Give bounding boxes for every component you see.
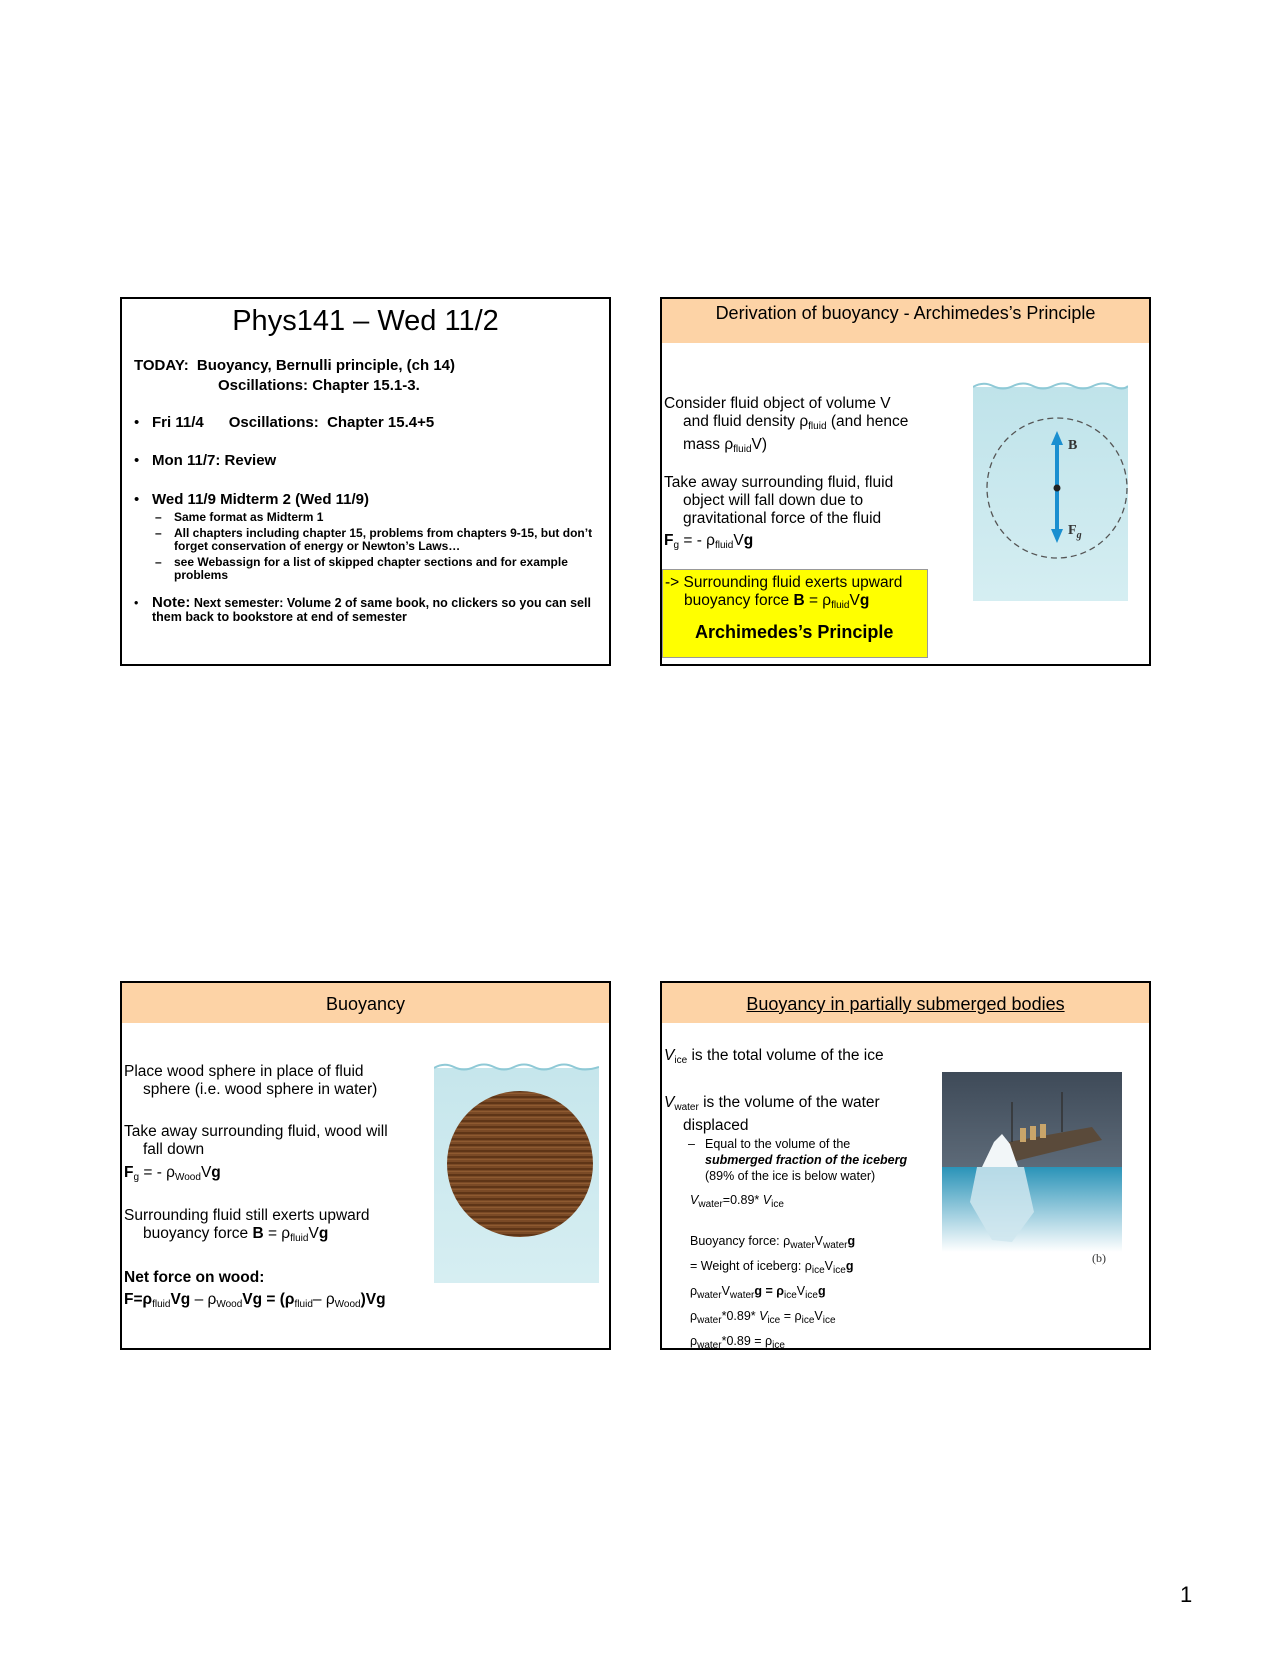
label-fg: $F_g$	[1068, 523, 1082, 541]
text: and fluid density ρ	[683, 413, 809, 430]
bullet-item: • Fri 11/4 Oscillations: Chapter 15.4+5	[122, 414, 601, 431]
subscript: fluid	[294, 1299, 313, 1310]
text: = ρ	[804, 592, 832, 609]
iceberg-ship-figure	[942, 1072, 1122, 1308]
figure-label-b: (b)	[1092, 1251, 1106, 1265]
ship-funnel	[1020, 1128, 1026, 1142]
text: (89% of the ice is below water)	[705, 1169, 876, 1183]
text: – ρ	[312, 1291, 335, 1308]
ship-funnel	[1030, 1126, 1036, 1140]
sub-bullet-item: – see Webassign for a list of skipped chapter sections and for example problems	[122, 556, 601, 582]
bullet-item: • Wed 11/9 Midterm 2 (Wed 11/9)	[122, 491, 601, 508]
gravity-formula	[124, 1164, 221, 1187]
subscript: Wood	[174, 1172, 201, 1183]
sub-bullet: – Equal to the volume of the submerged fraction of the iceberg (89% of the ice is below water)	[688, 1137, 908, 1183]
today-line: Buoyancy, Bernulli principle, (ch 14)	[196, 357, 456, 374]
fluid-sphere-figure	[973, 379, 1128, 601]
net-force-label: Net force on wood:	[124, 1269, 265, 1286]
text: g	[859, 592, 870, 609]
today-line: Oscillations: Chapter 15.1-3.	[218, 377, 420, 394]
text: B	[793, 592, 805, 609]
paragraph	[664, 395, 908, 459]
note-text: Next semester: Volume 2 of same book, no clickers so you can sell them back to bookstore at end of semester	[152, 596, 591, 624]
text: V	[664, 1094, 675, 1111]
equation: = Weight of iceberg: $\rho_{ice}V_{ice}g$	[690, 1259, 854, 1276]
slide-title: Buoyancy	[325, 994, 406, 1014]
ship-funnel	[1040, 1124, 1046, 1138]
paragraph	[664, 1094, 880, 1135]
text: gravitational force of the fluid	[683, 510, 882, 527]
equation: $V_{water}=0.89*$ $V_{ice}$	[690, 1193, 784, 1210]
label-b: B	[1068, 438, 1078, 453]
slide-1	[120, 297, 611, 666]
subscript: Wood	[216, 1299, 243, 1310]
subscript: water	[674, 1102, 699, 1113]
subscript: g	[673, 540, 680, 551]
text: object will fall down due to	[683, 492, 864, 509]
text: Take away surrounding fluid, wood will	[124, 1123, 388, 1140]
bullet-item-note	[122, 596, 601, 624]
subscript: fluid	[733, 444, 752, 455]
paragraph	[124, 1207, 370, 1248]
text: Take away surrounding fluid, fluid	[664, 474, 894, 491]
slide-title: Phys141 – Wed 11/2	[232, 305, 499, 337]
text: buoyancy force	[143, 1225, 253, 1242]
text: V	[308, 1225, 319, 1242]
principle-label: Archimedes’s Principle	[695, 622, 894, 642]
text: – ρ	[190, 1291, 217, 1308]
slide-3	[120, 981, 611, 1350]
slide-2	[660, 297, 1151, 666]
text: Place wood sphere in place of fluid	[124, 1063, 364, 1080]
text: sphere (i.e. wood sphere in water)	[143, 1081, 378, 1098]
net-force-formula	[124, 1291, 386, 1314]
note-label: Note:	[152, 594, 191, 611]
text: = (ρ	[262, 1291, 295, 1308]
text: V	[733, 532, 744, 549]
equation-list	[690, 1191, 855, 1350]
text: V)	[751, 436, 768, 453]
slide-header	[662, 299, 1149, 343]
text: )Vg	[360, 1291, 386, 1308]
wood-sphere-figure	[434, 1060, 599, 1283]
text: = ρ	[263, 1225, 291, 1242]
subscript: fluid	[290, 1233, 309, 1244]
text: Vg	[242, 1291, 263, 1308]
slide-title: Derivation of buoyancy - Archimedes’s Principle	[715, 303, 1096, 323]
bullet-item: • Mon 11/7: Review	[122, 452, 601, 469]
text: -> Surrounding fluid exerts upward	[665, 574, 903, 591]
sub-bullet-item: – All chapters including chapter 15, problems from chapters 9-15, but don’t forget conservation of energy or Newton’s Laws…	[122, 527, 601, 553]
subscript: fluid	[152, 1299, 171, 1310]
text: Vg	[170, 1291, 191, 1308]
subscript: fluid	[808, 421, 827, 432]
text: (and hence	[826, 413, 909, 430]
text: is the total volume of the ice	[687, 1047, 884, 1064]
subscript: fluid	[831, 600, 850, 611]
equation: $\rho_{water}*0.89*$ $V_{ice} = \rho_{ice}V_{ice}$	[690, 1309, 836, 1326]
page-number: 1	[1180, 1582, 1193, 1607]
text: F	[124, 1164, 134, 1181]
text: Consider fluid object of volume V	[664, 395, 891, 412]
text: mass ρ	[683, 436, 734, 453]
text: = - ρ	[679, 532, 715, 549]
text: F=ρ	[124, 1291, 153, 1308]
water-region	[973, 387, 1128, 601]
gravity-formula	[664, 532, 753, 555]
text: is the volume of the water	[698, 1094, 880, 1111]
wood-sphere	[447, 1091, 593, 1237]
text: g	[743, 532, 754, 549]
paragraph	[664, 1047, 884, 1070]
center-point	[1054, 485, 1061, 492]
equation: $\rho_{water}V_{water}g = \rho_{ice}V_{ice}g$	[690, 1284, 826, 1301]
text: submerged fraction of the iceberg	[705, 1153, 908, 1167]
subscript: ice	[674, 1055, 688, 1066]
equation: $\rho_{water}*0.89 = \rho_{ice}$	[690, 1334, 785, 1350]
paragraph	[124, 1123, 388, 1159]
equation: Buoyancy force: $\rho_{water}V_{water}g$	[690, 1234, 856, 1251]
text: fall down	[143, 1141, 205, 1158]
bullet-list	[122, 414, 601, 624]
archimedes-box	[662, 569, 928, 658]
slide-4	[660, 981, 1151, 1350]
text: g	[211, 1164, 221, 1181]
text: B	[252, 1225, 264, 1242]
text: V	[664, 1047, 675, 1064]
text: F	[664, 532, 674, 549]
text: buoyancy force	[684, 592, 794, 609]
subscript: Wood	[334, 1299, 361, 1310]
sub-bullet-item: – Same format as Midterm 1	[122, 511, 601, 524]
slide-header	[662, 983, 1149, 1023]
text: Surrounding fluid still exerts upward	[124, 1207, 370, 1224]
text: g	[318, 1225, 329, 1242]
text: V	[200, 1164, 212, 1181]
slide-title: Buoyancy in partially submerged bodies	[746, 994, 1065, 1014]
today-block	[134, 356, 455, 396]
slide-header	[122, 983, 609, 1023]
paragraph	[664, 474, 893, 528]
text: displaced	[683, 1117, 749, 1134]
text: V	[849, 592, 860, 609]
subscript: g	[133, 1172, 140, 1183]
paragraph	[124, 1063, 377, 1099]
text: = - ρ	[139, 1164, 175, 1181]
today-label: TODAY:	[134, 357, 189, 374]
subscript: fluid	[714, 540, 734, 551]
text: Equal to the volume of the	[705, 1137, 851, 1151]
